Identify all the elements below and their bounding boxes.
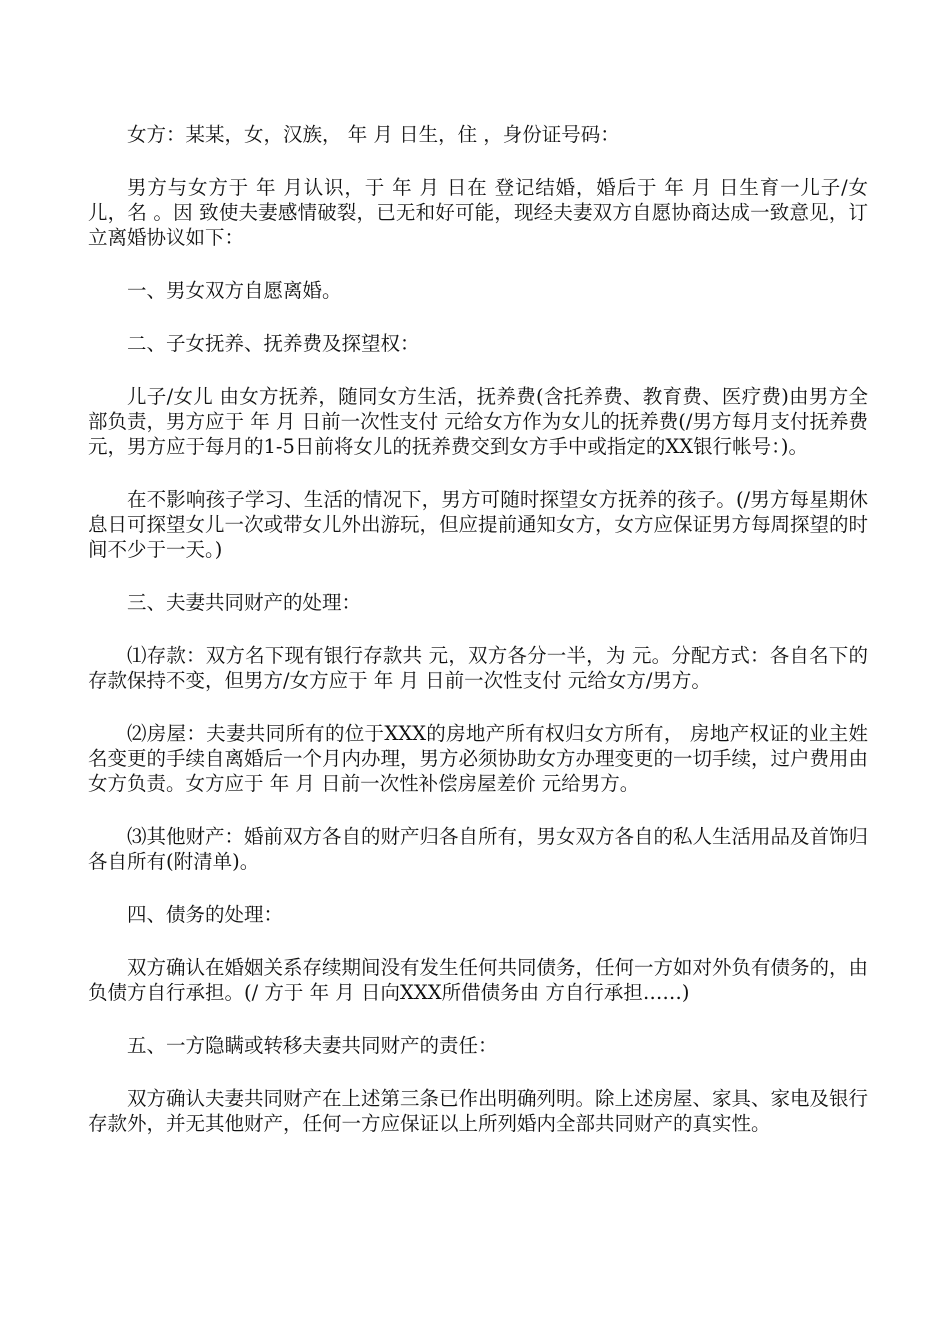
clause-3-heading: 三、夫妻共同财产的处理：	[127, 591, 362, 614]
clause-2-heading: 二、子女抚养、抚养费及探望权：	[127, 332, 420, 355]
child-custody-paragraph: 儿子/女儿 由女方抚养，随同女方生活，抚养费(含托养费、教育费、医疗费)由男方全部负责，男方应于 年 月 日前一次性支付 元给女方作为女儿的抚养费(/男方每月支付抚养费 元，男方应于每月的1-5日前将女儿的抚养费交到女方手中或指定的XX银行帐号：)。	[88, 385, 875, 458]
other-property-paragraph: ⑶其他财产：婚前双方各自的财产归各自所有，男女双方各自的私人生活用品及首饰归各自所有(附清单)。	[88, 825, 869, 873]
document-body	[88, 122, 875, 1136]
debt-paragraph: 双方确认在婚姻关系存续期间没有发生任何共同债务，任何一方如对外负有债务的，由负债方自行承担。(/ 方于 年 月 日向XXX所借债务由 方自行承担……)	[88, 956, 869, 1004]
house-paragraph: ⑵房屋：夫妻共同所有的位于XXX的房地产所有权归女方所有， 房地产权证的业主姓名变更的手续自离婚后一个月内办理，男方必须协助女方办理变更的一切手续，过户费用由女方负责。女方应于 年 月 日前一次性补偿房屋差价 元给男方。	[88, 722, 869, 795]
savings-paragraph: ⑴存款：双方名下现有银行存款共 元，双方各分一半，为 元。分配方式：各自名下的存款保持不变，但男方/女方应于 年 月 日前一次性支付 元给女方/男方。	[88, 644, 868, 692]
clause-5-heading: 五、一方隐瞒或转移夫妻共同财产的责任：	[127, 1034, 498, 1057]
clause-4-heading: 四、债务的处理：	[127, 903, 284, 926]
marriage-background: 男方与女方于 年 月认识，于 年 月 日在 登记结婚，婚后于 年 月 日生育一儿子/女儿，名 。因 致使夫妻感情破裂，已无和好可能，现经夫妻双方自愿协商达成一致意见，订立离婚协议如下：	[88, 176, 868, 249]
party-female-info: 女方：某某，女，汉族， 年 月 日生，住 ，身份证号码：	[127, 123, 620, 146]
visitation-paragraph: 在不影响孩子学习、生活的情况下，男方可随时探望女方抚养的孩子。(/男方每星期休息日可探望女儿一次或带女儿外出游玩，但应提前通知女方，女方应保证男方每周探望的时间不少于一天。)	[88, 488, 869, 561]
concealment-paragraph: 双方确认夫妻共同财产在上述第三条已作出明确列明。除上述房屋、家具、家电及银行存款外，并无其他财产，任何一方应保证以上所列婚内全部共同财产的真实性。	[88, 1087, 869, 1135]
clause-1-heading: 一、男女双方自愿离婚。	[127, 279, 342, 302]
